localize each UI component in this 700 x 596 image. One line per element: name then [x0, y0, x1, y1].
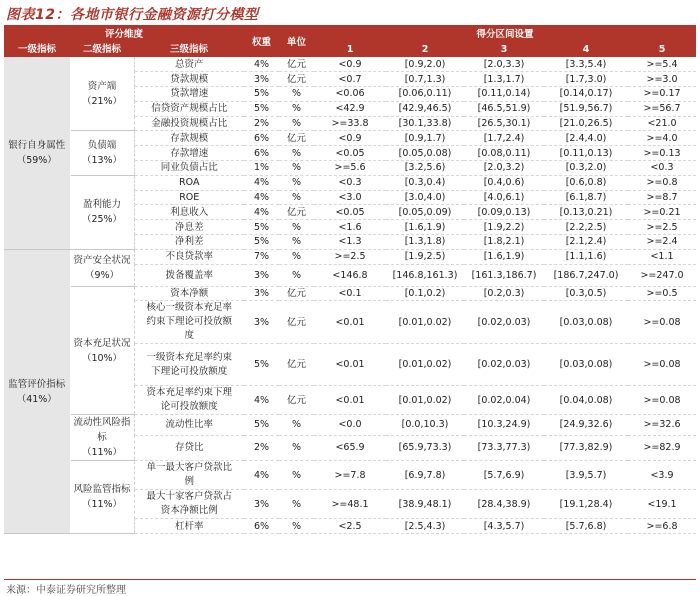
weight-cell: 2% — [244, 435, 279, 461]
lvl2-header: 二级指标 — [70, 42, 134, 57]
eval-dim-header: 评分维度 — [4, 27, 244, 42]
score-3-range: [0.02,0.03) — [464, 301, 544, 344]
level3-indicator: 贷款增速 — [134, 87, 244, 102]
unit-cell: 亿元 — [279, 286, 314, 301]
unit-cell: % — [279, 490, 314, 519]
score-5-range: >=0.17 — [628, 87, 696, 102]
weight-cell: 2% — [244, 116, 279, 131]
score-1-range: <0.0 — [314, 415, 386, 435]
score-3-header: 3 — [464, 42, 544, 57]
weight-cell: 5% — [244, 87, 279, 102]
level3-indicator: 贷款规模 — [134, 72, 244, 87]
score-3-range: [0.08,0.11) — [464, 146, 544, 161]
score-5-range: >=56.7 — [628, 101, 696, 116]
score-3-range: [0.02,0.03) — [464, 344, 544, 386]
level3-indicator: ROE — [134, 190, 244, 205]
score-1-range: <0.3 — [314, 175, 386, 190]
score-1-range: >=7.8 — [314, 461, 386, 490]
score-3-range: [1.7,2.4) — [464, 131, 544, 146]
score-5-range: >=6.8 — [628, 519, 696, 534]
unit-cell: % — [279, 519, 314, 534]
unit-cell: % — [279, 190, 314, 205]
score-2-range: [30.1,33.8) — [386, 116, 464, 131]
score-1-range: <3.0 — [314, 190, 386, 205]
score-1-range: >=2.5 — [314, 249, 386, 264]
unit-cell: % — [279, 87, 314, 102]
score-2-range: [0.06,0.11) — [386, 87, 464, 102]
score-2-range: [0.9,1.7) — [386, 131, 464, 146]
score-2-range: [146.8,161.3) — [386, 264, 464, 286]
unit-cell: 亿元 — [279, 205, 314, 220]
score-5-range: >=32.6 — [628, 415, 696, 435]
table-row — [4, 249, 696, 264]
score-5-range: >=0.08 — [628, 344, 696, 386]
score-5-range: >=8.7 — [628, 190, 696, 205]
weight-cell: 6% — [244, 146, 279, 161]
score-1-range: <65.9 — [314, 435, 386, 461]
score-5-range: >=2.5 — [628, 220, 696, 235]
score-1-range: <0.05 — [314, 205, 386, 220]
score-3-range: [0.4,0.6) — [464, 175, 544, 190]
score-4-range: [1.7,3.0) — [544, 72, 628, 87]
level3-indicator: 存款规模 — [134, 131, 244, 146]
score-1-range: <0.01 — [314, 386, 386, 415]
score-3-range: [0.11,0.14) — [464, 87, 544, 102]
score-1-range: <146.8 — [314, 264, 386, 286]
level3-indicator: 净利差 — [134, 235, 244, 250]
scoring-table — [4, 27, 696, 534]
score-5-range: <0.3 — [628, 161, 696, 176]
score-1-range: <1.6 — [314, 220, 386, 235]
score-1-range: >=33.8 — [314, 116, 386, 131]
weight-cell: 5% — [244, 220, 279, 235]
score-1-range: >=5.6 — [314, 161, 386, 176]
score-3-range: [5.7,6.9) — [464, 461, 544, 490]
level3-indicator: 金融投资规模占比 — [134, 116, 244, 131]
figure-title: 图表12：各地市银行金融资源打分模型 — [6, 7, 259, 23]
score-3-range: [1.6,1.9) — [464, 249, 544, 264]
weight-cell: 4% — [244, 205, 279, 220]
score-2-range: [65.9,73.3) — [386, 435, 464, 461]
score-5-range: >=2.4 — [628, 235, 696, 250]
score-2-range: [0.05,0.09) — [386, 205, 464, 220]
score-4-range: [0.13,0.21) — [544, 205, 628, 220]
weight-cell: 7% — [244, 249, 279, 264]
score-2-range: [2.5,4.3) — [386, 519, 464, 534]
weight-cell: 5% — [244, 101, 279, 116]
weight-cell: 3% — [244, 286, 279, 301]
level3-indicator: 资本净额 — [134, 286, 244, 301]
level3-indicator: 单一最大客户贷款比例 — [134, 461, 244, 490]
header-row-1 — [4, 27, 696, 42]
score-4-range: [2.2,2.5) — [544, 220, 628, 235]
score-2-range: [0.1,0.2) — [386, 286, 464, 301]
weight-cell: 4% — [244, 386, 279, 415]
score-4-range: [2.4,4.0) — [544, 131, 628, 146]
score-5-range: <3.9 — [628, 461, 696, 490]
level2-indicator: 资产端 （21%） — [70, 57, 134, 131]
level3-indicator: 不良贷款率 — [134, 249, 244, 264]
score-2-range: [3.2,5.6) — [386, 161, 464, 176]
score-4-range: [2.1,2.4) — [544, 235, 628, 250]
score-4-range: [21.0,26.5) — [544, 116, 628, 131]
unit-cell: % — [279, 435, 314, 461]
score-1-range: <0.01 — [314, 301, 386, 344]
score-3-range: [10.3,24.9) — [464, 415, 544, 435]
unit-cell: % — [279, 175, 314, 190]
level1-indicator: 监管评价指标 （41%） — [4, 249, 70, 533]
bottom-rule — [4, 579, 696, 580]
score-3-range: [161.3,186.7) — [464, 264, 544, 286]
score-4-range: [0.03,0.08) — [544, 301, 628, 344]
score-2-range: [0.01,0.02) — [386, 386, 464, 415]
score-2-range: [6.9,7.8) — [386, 461, 464, 490]
score-4-range: [186.7,247.0) — [544, 264, 628, 286]
score-1-range: <0.9 — [314, 131, 386, 146]
score-5-range: >=0.13 — [628, 146, 696, 161]
range-set-header: 得分区间设置 — [314, 27, 696, 42]
level2-indicator: 盈利能力 （25%） — [70, 175, 134, 249]
score-3-range: [0.2,0.3) — [464, 286, 544, 301]
score-4-range: [6.1,8.7) — [544, 190, 628, 205]
score-2-range: [3.0,4.0) — [386, 190, 464, 205]
score-1-range: <0.1 — [314, 286, 386, 301]
score-2-range: [0.05,0.08) — [386, 146, 464, 161]
table-row — [4, 461, 696, 490]
level2-indicator: 负债端 （13%） — [70, 131, 134, 175]
level3-indicator: 流动性比率 — [134, 415, 244, 435]
score-5-range: >=0.08 — [628, 386, 696, 415]
level2-indicator: 资产安全状况 （9%） — [70, 249, 134, 286]
score-4-range: [0.11,0.13) — [544, 146, 628, 161]
level3-indicator: ROA — [134, 175, 244, 190]
score-5-range: >=3.0 — [628, 72, 696, 87]
score-4-header: 4 — [544, 42, 628, 57]
unit-cell: 亿元 — [279, 344, 314, 386]
score-5-range: >=5.4 — [628, 57, 696, 72]
level1-indicator: 银行自身属性 （59%） — [4, 57, 70, 249]
level3-indicator: 存款增速 — [134, 146, 244, 161]
score-3-range: [0.09,0.13) — [464, 205, 544, 220]
score-4-range: [77.3,82.9) — [544, 435, 628, 461]
score-1-range: <0.01 — [314, 344, 386, 386]
unit-cell: % — [279, 101, 314, 116]
score-4-range: [51.9,56.7) — [544, 101, 628, 116]
score-3-range: [28.4,38.9) — [464, 490, 544, 519]
weight-cell: 5% — [244, 344, 279, 386]
score-4-range: [19.1,28.4) — [544, 490, 628, 519]
level3-indicator: 总资产 — [134, 57, 244, 72]
score-2-range: [0.3,0.4) — [386, 175, 464, 190]
lvl3-header: 三级指标 — [134, 42, 244, 57]
unit-cell: % — [279, 461, 314, 490]
score-3-range: [1.8,2.1) — [464, 235, 544, 250]
score-1-range: <1.3 — [314, 235, 386, 250]
score-4-range: [0.3,2.0) — [544, 161, 628, 176]
weight-cell: 5% — [244, 415, 279, 435]
level3-indicator: 杠杆率 — [134, 519, 244, 534]
score-5-range: >=4.0 — [628, 131, 696, 146]
level3-indicator: 核心一级资本充足率约束下理论可投放额度 — [134, 301, 244, 344]
score-1-range: <2.5 — [314, 519, 386, 534]
unit-cell: % — [279, 146, 314, 161]
score-5-range: >=0.21 — [628, 205, 696, 220]
score-1-range: <0.05 — [314, 146, 386, 161]
table-row — [4, 415, 696, 435]
score-3-range: [2.0,3.3) — [464, 57, 544, 72]
unit-cell: 亿元 — [279, 131, 314, 146]
score-1-range: >=48.1 — [314, 490, 386, 519]
score-4-range: [3.3,5.4) — [544, 57, 628, 72]
score-1-range: <0.9 — [314, 57, 386, 72]
score-4-range: [0.6,0.8) — [544, 175, 628, 190]
score-3-range: [46.5,51.9) — [464, 101, 544, 116]
score-3-range: [2.0,3.2) — [464, 161, 544, 176]
score-3-range: [4.3,5.7) — [464, 519, 544, 534]
score-4-range: [5.7,6.8) — [544, 519, 628, 534]
unit-cell: % — [279, 116, 314, 131]
weight-cell: 3% — [244, 301, 279, 344]
score-4-range: [1.1,1.6) — [544, 249, 628, 264]
level2-indicator: 风险监管指标 （11%） — [70, 461, 134, 534]
level2-indicator: 资本充足状况 （10%） — [70, 286, 134, 415]
score-5-range: >=0.5 — [628, 286, 696, 301]
unit-cell: % — [279, 249, 314, 264]
weight-cell: 1% — [244, 161, 279, 176]
score-4-range: [0.3,0.5) — [544, 286, 628, 301]
lvl1-header: 一级指标 — [4, 42, 70, 57]
unit-cell: 亿元 — [279, 386, 314, 415]
unit-header: 单位 — [279, 27, 314, 57]
table-body — [4, 57, 696, 534]
score-5-range: >=0.8 — [628, 175, 696, 190]
weight-cell: 3% — [244, 264, 279, 286]
score-3-range: [4.0,6.1) — [464, 190, 544, 205]
table-row — [4, 175, 696, 190]
score-1-range: <0.06 — [314, 87, 386, 102]
score-2-range: [0.7,1.3) — [386, 72, 464, 87]
score-3-range: [1.3,1.7) — [464, 72, 544, 87]
score-2-range: [1.3,1.8) — [386, 235, 464, 250]
level3-indicator: 信贷资产规模占比 — [134, 101, 244, 116]
score-5-range: >=0.08 — [628, 301, 696, 344]
score-1-range: <0.7 — [314, 72, 386, 87]
score-5-header: 5 — [628, 42, 696, 57]
table-row — [4, 131, 696, 146]
source-note: 来源：中泰证券研究所整理 — [6, 585, 126, 596]
score-2-range: [1.9,2.5) — [386, 249, 464, 264]
score-3-range: [26.5,30.1) — [464, 116, 544, 131]
score-1-header: 1 — [314, 42, 386, 57]
score-2-range: [0.01,0.02) — [386, 344, 464, 386]
score-4-range: [24.9,32.6) — [544, 415, 628, 435]
table-row — [4, 57, 696, 72]
weight-cell: 3% — [244, 490, 279, 519]
level3-indicator: 同业负债占比 — [134, 161, 244, 176]
score-4-range: [0.04,0.08) — [544, 386, 628, 415]
score-4-range: [0.14,0.17) — [544, 87, 628, 102]
weight-cell: 4% — [244, 461, 279, 490]
score-3-range: [1.9,2.2) — [464, 220, 544, 235]
score-5-range: <21.0 — [628, 116, 696, 131]
unit-cell: % — [279, 161, 314, 176]
score-2-header: 2 — [386, 42, 464, 57]
score-3-range: [0.02,0.04) — [464, 386, 544, 415]
score-4-range: [3.9,5.7) — [544, 461, 628, 490]
weight-cell: 4% — [244, 190, 279, 205]
weight-cell: 5% — [244, 235, 279, 250]
unit-cell: % — [279, 235, 314, 250]
weight-header: 权重 — [244, 27, 279, 57]
score-5-range: <19.1 — [628, 490, 696, 519]
score-2-range: [38.9,48.1) — [386, 490, 464, 519]
level3-indicator: 最大十家客户贷款占资本净额比例 — [134, 490, 244, 519]
score-5-range: >=82.9 — [628, 435, 696, 461]
unit-cell: % — [279, 264, 314, 286]
header-row-2 — [4, 42, 696, 57]
level3-indicator: 拨备覆盖率 — [134, 264, 244, 286]
unit-cell: 亿元 — [279, 72, 314, 87]
level3-indicator: 利息收入 — [134, 205, 244, 220]
unit-cell: 亿元 — [279, 57, 314, 72]
score-4-range: [0.03,0.08) — [544, 344, 628, 386]
level3-indicator: 资本充足率约束下理论可投放额度 — [134, 386, 244, 415]
score-5-range: >=247.0 — [628, 264, 696, 286]
level3-indicator: 存贷比 — [134, 435, 244, 461]
score-1-range: <42.9 — [314, 101, 386, 116]
score-2-range: [0.0,10.3) — [386, 415, 464, 435]
weight-cell: 6% — [244, 519, 279, 534]
unit-cell: 亿元 — [279, 301, 314, 344]
weight-cell: 4% — [244, 175, 279, 190]
score-2-range: [1.6,1.9) — [386, 220, 464, 235]
weight-cell: 3% — [244, 72, 279, 87]
weight-cell: 6% — [244, 131, 279, 146]
unit-cell: % — [279, 415, 314, 435]
level3-indicator: 净息差 — [134, 220, 244, 235]
score-5-range: <1.1 — [628, 249, 696, 264]
table-row — [4, 286, 696, 301]
level3-indicator: 一级资本充足率约束下理论可投放额度 — [134, 344, 244, 386]
unit-cell: % — [279, 220, 314, 235]
score-3-range: [73.3,77.3) — [464, 435, 544, 461]
score-2-range: [0.01,0.02) — [386, 301, 464, 344]
level2-indicator: 流动性风险指标 （11%） — [70, 415, 134, 461]
score-2-range: [42.9,46.5) — [386, 101, 464, 116]
score-2-range: [0.9,2.0) — [386, 57, 464, 72]
weight-cell: 4% — [244, 57, 279, 72]
